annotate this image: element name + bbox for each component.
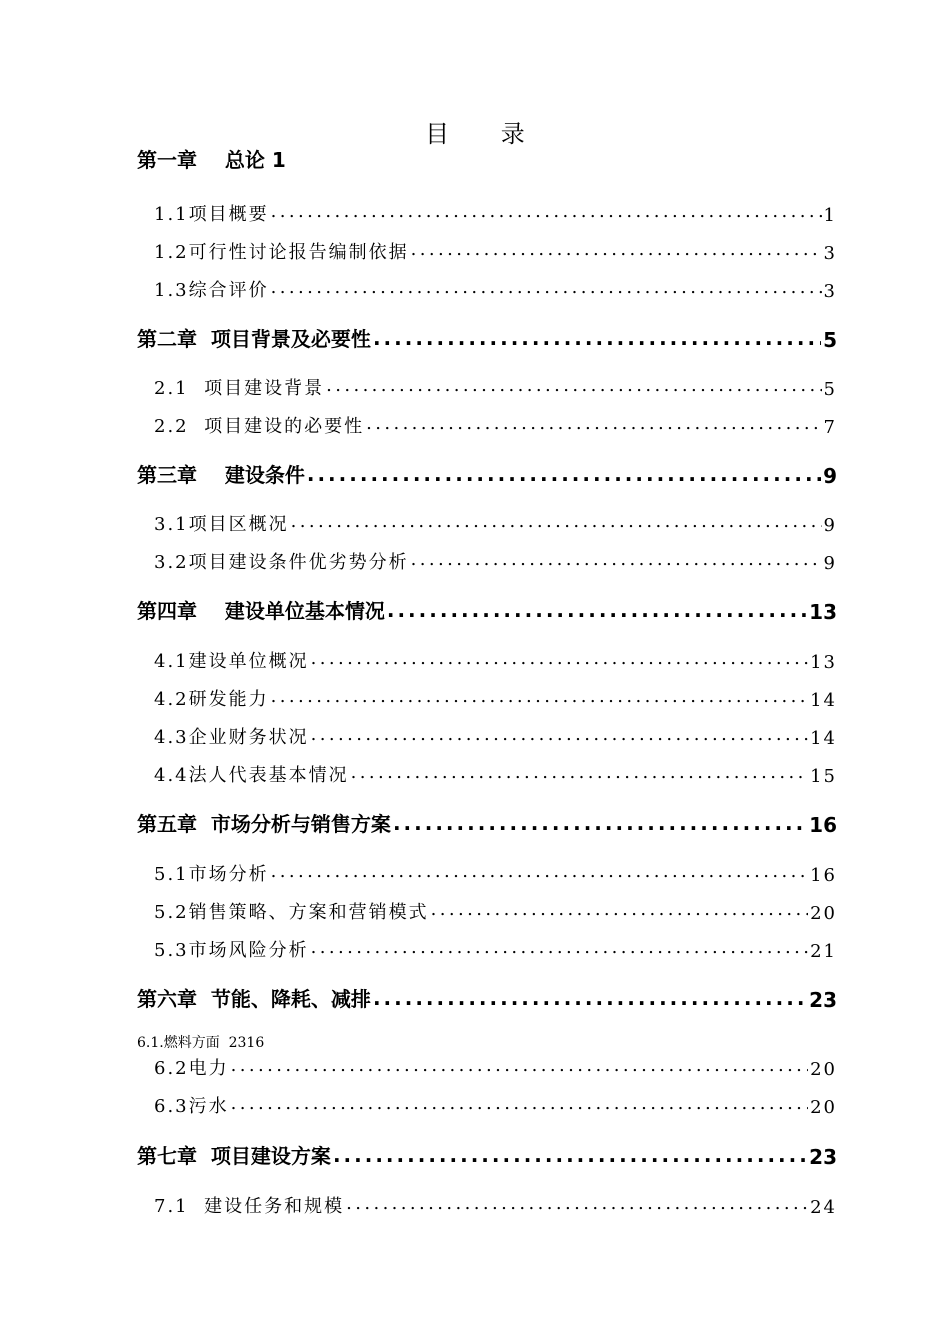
toc-section-5-1[interactable]	[154, 858, 837, 886]
page-number: 14	[810, 728, 837, 749]
dot-leader	[366, 415, 821, 438]
page-number: 20	[810, 903, 837, 924]
dot-leader	[346, 1195, 808, 1218]
dot-leader	[326, 377, 821, 400]
page-number: 16	[810, 865, 837, 886]
section-label: 6.2电力	[154, 1058, 229, 1079]
dot-leader	[271, 203, 822, 226]
toc-section-7-1[interactable]	[154, 1190, 837, 1218]
section-label: 7.1 建设任务和规模	[154, 1196, 345, 1217]
dot-leader	[271, 688, 808, 711]
toc-section-4-1[interactable]	[154, 645, 837, 673]
page-number: 7	[823, 417, 837, 438]
dot-leader	[307, 464, 821, 488]
section-label: 5.2销售策略、方案和营销模式	[154, 902, 429, 923]
toc-chapter-4[interactable]	[137, 594, 837, 624]
toc-title: 目 录	[425, 120, 547, 148]
page-number: 23	[809, 1145, 837, 1169]
page-number: 21	[810, 941, 837, 962]
toc-section-1-2[interactable]	[154, 236, 837, 264]
dot-leader	[411, 241, 822, 264]
chapter-label: 第七章 项目建设方案	[137, 1144, 331, 1168]
toc-section-6-2[interactable]	[154, 1052, 837, 1080]
page-number: 9	[823, 464, 837, 488]
page-number: 15	[810, 766, 837, 787]
page-number: 3	[823, 281, 837, 302]
toc-section-2-1[interactable]	[154, 372, 837, 400]
dot-leader	[387, 600, 807, 624]
toc-section-3-1[interactable]	[154, 508, 837, 536]
page-number: 23	[809, 988, 837, 1012]
page-number: 13	[809, 600, 837, 624]
page-number: 3	[823, 243, 837, 264]
page-number: 1	[823, 205, 837, 226]
toc-section-1-3[interactable]	[154, 274, 837, 302]
page-number: 9	[823, 515, 837, 536]
page-number: 9	[823, 553, 837, 574]
dot-leader	[271, 863, 808, 886]
toc-section-5-2[interactable]	[154, 896, 837, 924]
chapter-label: 第五章 市场分析与销售方案	[137, 812, 391, 836]
toc-section-4-3[interactable]	[154, 721, 837, 749]
section-label: 5.1市场分析	[154, 864, 269, 885]
chapter-label: 第四章 建设单位基本情况	[137, 599, 385, 623]
dot-leader	[311, 650, 808, 673]
chapter-label: 第六章 节能、降耗、减排	[137, 987, 371, 1011]
dot-leader	[311, 726, 808, 749]
toc-chapter-1[interactable]	[137, 143, 837, 173]
dot-leader	[231, 1057, 808, 1080]
section-label: 6.3污水	[154, 1096, 229, 1117]
toc-section-4-4[interactable]	[154, 759, 837, 787]
dot-leader	[431, 901, 808, 924]
dot-leader	[291, 513, 822, 536]
dot-leader	[373, 328, 821, 352]
page-number: 16	[809, 813, 837, 837]
section-label: 1.3综合评价	[154, 280, 269, 301]
dot-leader	[351, 764, 808, 787]
toc-chapter-6[interactable]	[137, 982, 837, 1012]
page-number: 5	[823, 379, 837, 400]
section-label: 5.3市场风险分析	[154, 940, 309, 961]
toc-chapter-2[interactable]	[137, 322, 837, 352]
toc-section-6-3[interactable]	[154, 1090, 837, 1118]
section-label: 4.4法人代表基本情况	[154, 765, 349, 786]
toc-section-3-2[interactable]	[154, 546, 837, 574]
dot-leader	[373, 988, 807, 1012]
dot-leader	[411, 551, 822, 574]
toc-chapter-3[interactable]	[137, 458, 837, 488]
dot-leader	[311, 939, 808, 962]
section-label: 1.2可行性讨论报告编制依据	[154, 242, 409, 263]
toc-section-1-1[interactable]	[154, 198, 837, 226]
section-label: 1.1项目概要	[154, 204, 269, 225]
section-label: 3.1项目区概况	[154, 514, 289, 535]
section-label: 3.2项目建设条件优劣势分析	[154, 552, 409, 573]
dot-leader	[271, 279, 822, 302]
toc-section-2-2[interactable]	[154, 410, 837, 438]
page-number: 13	[810, 652, 837, 673]
page-number: 24	[810, 1197, 837, 1218]
toc-chapter-5[interactable]	[137, 807, 837, 837]
section-label: 4.3企业财务状况	[154, 727, 309, 748]
page-number: 20	[810, 1059, 837, 1080]
section-label: 4.1建设单位概况	[154, 651, 309, 672]
section-label: 2.1 项目建设背景	[154, 378, 325, 399]
section-label: 4.2研发能力	[154, 689, 269, 710]
page-number: 5	[823, 328, 837, 352]
toc-chapter-7[interactable]	[137, 1139, 837, 1169]
toc-section-5-3[interactable]	[154, 934, 837, 962]
chapter-label: 第三章 建设条件	[137, 463, 305, 487]
page-number: 20	[810, 1097, 837, 1118]
chapter-label: 第二章 项目背景及必要性	[137, 327, 371, 351]
chapter-label: 第一章 总论 1	[137, 148, 286, 172]
page-number: 14	[810, 690, 837, 711]
dot-leader	[333, 1145, 807, 1169]
toc-section-4-2[interactable]	[154, 683, 837, 711]
toc-section-6-1-plain[interactable]: 6.1.燃料方面 2316	[137, 1035, 265, 1051]
dot-leader	[393, 813, 807, 837]
section-label: 2.2 项目建设的必要性	[154, 416, 365, 437]
dot-leader	[231, 1095, 808, 1118]
